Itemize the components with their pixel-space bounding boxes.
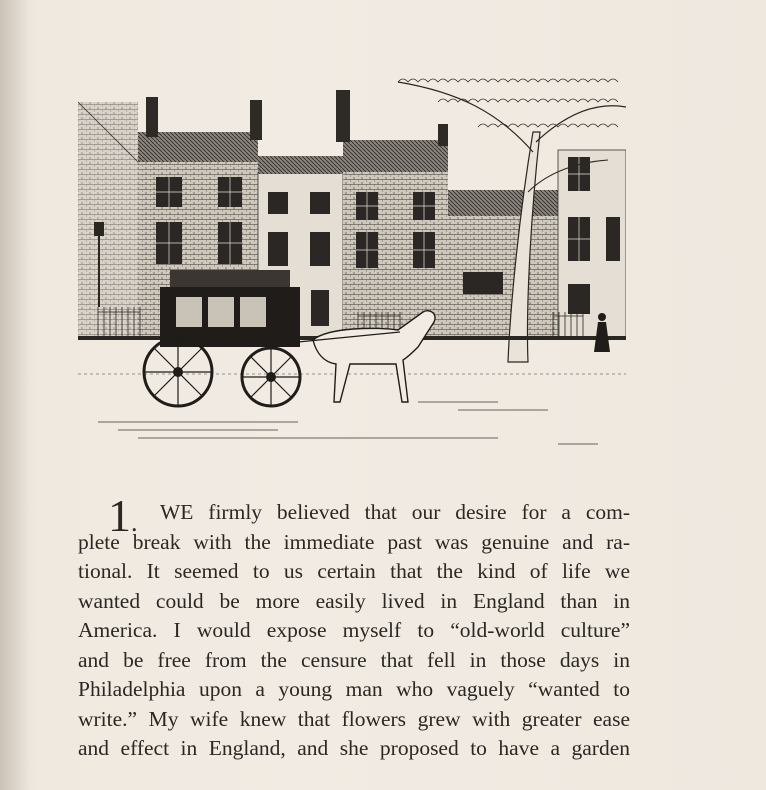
chapter-number: 1. <box>108 490 138 541</box>
street-scene-illustration <box>78 72 626 462</box>
text-line: Philadelphia upon a young man who vaguely “wanted to <box>78 677 630 701</box>
text-line: write.” My wife knew that flowers grew with greater ease <box>78 706 630 731</box>
text-line: plete break with the immediate past was genuine and ra- <box>78 529 630 554</box>
gutter-shadow <box>0 0 30 790</box>
chapter-text <box>78 490 630 764</box>
text-line: tional. It seemed to us certain that the kind of life we <box>78 559 630 583</box>
text-line: wanted could be more easily lived in England than in <box>78 588 630 613</box>
text-line: WE firmly believed that our desire for a com- <box>160 500 630 524</box>
text-line: America. I would expose myself to “old-world culture” <box>78 618 630 642</box>
street-scene-engraving-icon <box>78 72 626 462</box>
first-line <box>78 490 630 541</box>
text-line: and effect in England, and she proposed to have a garden <box>78 736 630 760</box>
text-line: and be free from the censure that fell in those days in <box>78 647 630 672</box>
